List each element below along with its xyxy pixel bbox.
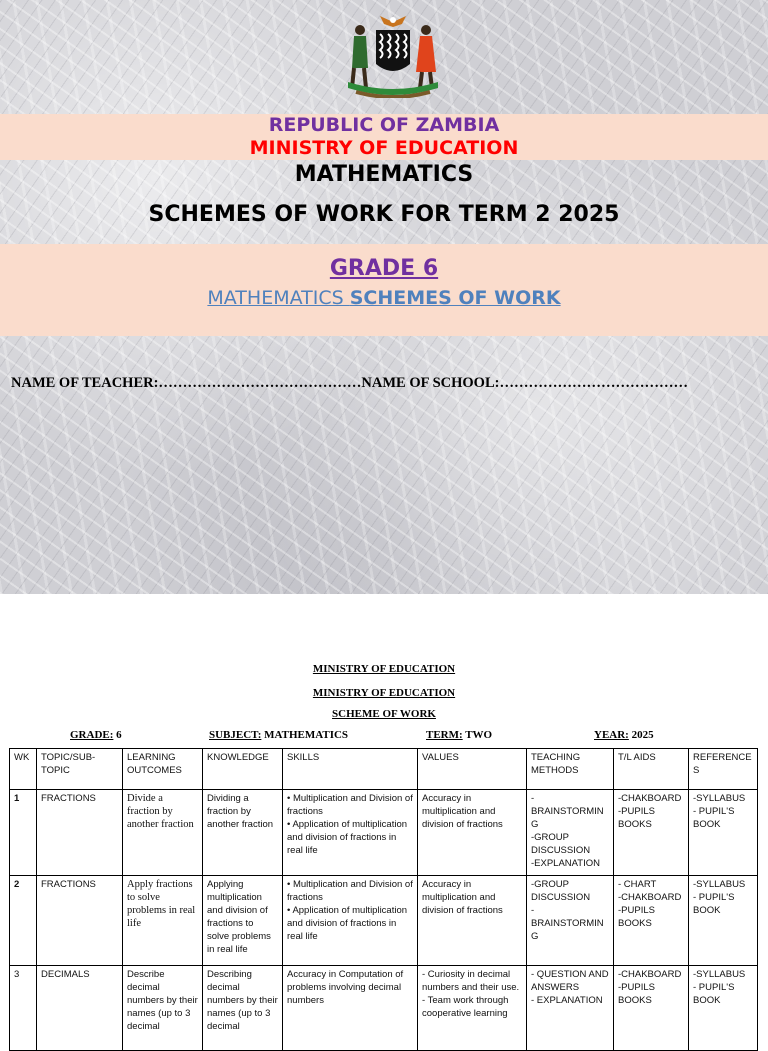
scheme-table [9, 748, 758, 1051]
header-cell: TOPIC/SUB-TOPIC [37, 749, 123, 790]
week-cell: 2 [10, 876, 37, 966]
republic-heading: REPUBLIC OF ZAMBIA [268, 114, 500, 136]
doc-header-3: SCHEME OF WORK [332, 708, 436, 720]
meta-grade: GRADE: 6 [70, 729, 122, 741]
skills-cell: • Multiplication and Division of fractions • Application of multiplication and division of fractions in real life [283, 790, 418, 876]
week-cell: 1 [10, 790, 37, 876]
ministry-heading: MINISTRY OF EDUCATION [249, 137, 519, 159]
values-cell: - Curiosity in decimal numbers and their use. - Team work through cooperative learning [418, 966, 527, 1051]
week-cell: 3 [10, 966, 37, 1051]
table-row [10, 876, 758, 966]
aids-cell: -CHAKBOARD -PUPILS BOOKS [614, 966, 689, 1051]
schemes-title: SCHEMES OF WORK FOR TERM 2 2025 [148, 202, 620, 227]
table-row [10, 966, 758, 1051]
header-cell: TEACHING METHODS [527, 749, 614, 790]
header-cell: REFERENCES [689, 749, 758, 790]
methods-cell: -GROUP DISCUSSION - BRAINSTORMIN G [527, 876, 614, 966]
topic-cell: DECIMALS [37, 966, 123, 1051]
meta-term: TERM: TWO [426, 729, 493, 741]
grade-heading: GRADE 6 [329, 256, 439, 281]
header-cell: T/L AIDS [614, 749, 689, 790]
refs-cell: -SYLLABUS - PUPIL'S BOOK [689, 876, 758, 966]
values-cell: Accuracy in multiplication and division of fractions [418, 876, 527, 966]
header-cell: KNOWLEDGE [203, 749, 283, 790]
meta-subject: SUBJECT: MATHEMATICS [209, 729, 349, 741]
schemes-subtitle [0, 287, 768, 309]
outcomes-cell: Describe decimal numbers by their names (up to 3 decimal [123, 966, 203, 1051]
header-cell: VALUES [418, 749, 527, 790]
aids-cell: -CHAKBOARD -PUPILS BOOKS [614, 790, 689, 876]
refs-cell: -SYLLABUS - PUPIL'S BOOK [689, 966, 758, 1051]
subject-heading: MATHEMATICS [294, 162, 474, 187]
subtitle-part1: MATHEMATICS [207, 287, 350, 309]
outcomes-cell: Divide a fraction by another fraction [123, 790, 203, 876]
doc-header-1: MINISTRY OF EDUCATION [312, 663, 456, 675]
knowledge-cell: Applying multiplication and division of fractions to solve problems in real life [203, 876, 283, 966]
outcomes-cell: Apply fractions to solve problems in real life [123, 876, 203, 966]
knowledge-cell: Describing decimal numbers by their names (up to 3 decimal [203, 966, 283, 1051]
methods-cell: - BRAINSTORMIN G -GROUP DISCUSSION -EXPLANATION [527, 790, 614, 876]
header-cell: LEARNING OUTCOMES [123, 749, 203, 790]
skills-cell: • Multiplication and Division of fractions • Application of multiplication and division of fractions in real life [283, 876, 418, 966]
subtitle-part2: SCHEMES OF WORK [349, 287, 561, 309]
table-row [10, 790, 758, 876]
coat-of-arms-icon [330, 8, 456, 98]
refs-cell: -SYLLABUS - PUPIL'S BOOK [689, 790, 758, 876]
knowledge-cell: Dividing a fraction by another fraction [203, 790, 283, 876]
aids-cell: - CHART -CHAKBOARD -PUPILS BOOKS [614, 876, 689, 966]
header-cell: WK [10, 749, 37, 790]
teacher-school-line: NAME OF TEACHER:……………………………………NAME OF SCHOOL:………………………………… [11, 375, 688, 391]
topic-cell: FRACTIONS [37, 790, 123, 876]
header-cell: SKILLS [283, 749, 418, 790]
doc-header-2: MINISTRY OF EDUCATION [312, 687, 456, 699]
methods-cell: - QUESTION AND ANSWERS - EXPLANATION [527, 966, 614, 1051]
values-cell: Accuracy in multiplication and division of fractions [418, 790, 527, 876]
table-header-row [10, 749, 758, 790]
meta-year: YEAR: 2025 [594, 729, 654, 741]
skills-cell: Accuracy in Computation of problems involving decimal numbers [283, 966, 418, 1051]
topic-cell: FRACTIONS [37, 876, 123, 966]
